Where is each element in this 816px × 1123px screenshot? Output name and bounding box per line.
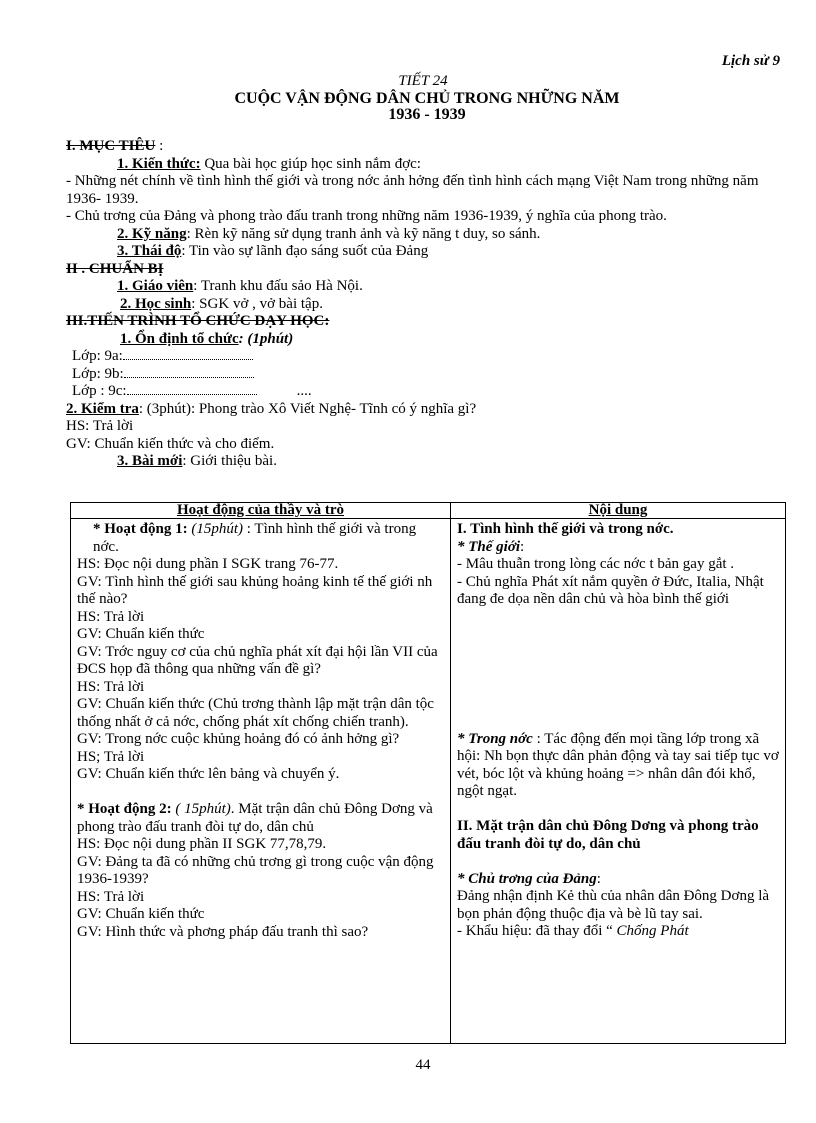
subject-header: Lịch sử 9 <box>721 53 780 69</box>
skill-line: 2. Kỹ năng: Rèn kỹ năng sử dụng tranh ảnh và kỹ năng t duy, so sánh. <box>117 225 541 242</box>
activity-line: HS; Trả lời <box>77 748 145 765</box>
activity-line: GV: Trớc nguy cơ của chủ nghĩa phát xít đại hội lần VII của ĐCS họp đã thông qua những vấn đề gì? <box>77 643 438 677</box>
gv-grade: GV: Chuẩn kiến thức và cho điểm. <box>66 435 275 452</box>
activity-line: GV: Chuẩn kiến thức <box>77 906 205 922</box>
skill-label: 2. Kỹ năng <box>117 225 187 242</box>
content-line: - Mâu thuẫn trong lòng các nớc t bản gay gắt . <box>457 556 735 572</box>
activity-line: GV: Trong nớc cuộc khủng hoảng đó có ảnh hởng gì? <box>77 731 400 747</box>
teacher-label: 1. Giáo viên <box>117 278 194 294</box>
activity-line: HS: Đọc nội dung phần I SGK trang 76-77. <box>77 556 339 572</box>
activity-line: HS: Trả lời <box>77 678 145 695</box>
step1-line: 1. Ổn định tổ chức: (1phút) <box>120 330 294 347</box>
column-header-activities: Hoạt động của thầy và trò <box>71 503 451 519</box>
activity2-heading: * Hoạt động 2: ( 15phút). Mặt trận dân chủ Đông Dơng và phong trào đấu tranh đòi tự do, dân chủ <box>77 801 433 835</box>
section-procedure <box>66 313 788 331</box>
activity-line: GV: Đảng ta đã có những chủ trơng gì trong cuộc vận động 1936-1939? <box>77 853 434 887</box>
step3-label: 3. Bài mới <box>117 453 183 469</box>
content-line: Đảng nhận định Kẻ thù của nhân dân Đông Dơng là bọn phản động thuộc địa và bè lũ tay sai. <box>457 888 770 922</box>
activity-line: GV: Chuẩn kiến thức (Chủ trơng thành lập mặt trận dân tộc thống nhất ở cả nớc, chống phát xít chống chiến tranh). <box>77 696 434 730</box>
activity1-heading: * Hoạt động 1: (15phút) : Tình hình thế giới và trong nớc. <box>93 521 417 555</box>
section-preparation <box>66 261 788 279</box>
content-line: - Khẩu hiệu: đã thay đổi “ Chống Phát <box>457 923 689 939</box>
hs-answer: HS: Trả lời <box>66 418 134 434</box>
step2-label: 2. Kiểm tra <box>66 400 139 417</box>
activity-line: GV: Hình thức và phơng pháp đấu tranh thì sao? <box>77 923 369 940</box>
step1-label: 1. Ổn định tổ chức <box>120 330 239 347</box>
home-line: * Trong nớc : Tác động đến mọi tầng lớp trong xã hội: Nh bọn thực dân phản động và tay sai tiếp tục vơ vét, bóc lột và khủng hoảng => nhân dân đói khổ, ngột ngạt. <box>457 730 779 799</box>
activity-table <box>70 502 786 1044</box>
section-heading: III.TIẾN TRÌNH TỔ CHỨC DẠY HỌC: <box>66 313 330 329</box>
content-cell <box>451 519 786 1044</box>
lesson-number: TIẾT 24 <box>398 73 448 89</box>
attitude-line: 3. Thái độ: Tin vào sự lãnh đạo sáng suốt của Đảng <box>117 243 429 259</box>
class-row: Lớp: 9b: <box>66 366 788 384</box>
class-row: Lớp : 9c: .... <box>72 383 312 399</box>
activities-cell <box>71 519 451 1044</box>
teacher-line: 1. Giáo viên: Tranh khu đấu sảo Hà Nội. <box>117 278 363 294</box>
page-number: 44 <box>415 1057 431 1073</box>
activity-line: GV: Tình hình thế giới sau khủng hoảng kinh tế thế giới nh thế nào? <box>77 573 433 607</box>
activity-line: GV: Chuẩn kiến thức lên bảng và chuyển ý. <box>77 766 340 782</box>
content-heading-1: I. Tình hình thế giới và trong nớc. <box>457 521 674 537</box>
page-title-years: 1936 - 1939 <box>388 106 466 123</box>
page-title: CUỘC VẬN ĐỘNG DÂN CHỦ TRONG NHỮNG NĂM <box>234 90 620 107</box>
activity-line: GV: Chuẩn kiến thức <box>77 626 205 642</box>
section-objectives: I. MỤC TIÊU : <box>66 138 164 154</box>
student-line: 2. Học sinh: SGK vở , vở bài tập. <box>120 295 323 312</box>
knowledge-line: 1. Kiến thức: Qua bài học giúp học sinh nắm đợc: <box>117 155 421 172</box>
knowledge-paragraph: - Chủ trơng của Đảng và phong trào đấu tranh trong những năm 1936-1939, ý nghĩa của phong trào. <box>66 208 667 224</box>
activity-line: HS: Trả lời <box>77 888 145 905</box>
lesson-body <box>66 138 788 471</box>
policy-label-line: * Chủ trơng của Đảng: <box>457 870 601 887</box>
knowledge-label: 1. Kiến thức: <box>117 155 201 172</box>
column-header-content: Nội dung <box>451 503 786 519</box>
step2-line: 2. Kiểm tra: (3phút): Phong trào Xô Viết Nghệ- Tĩnh có ý nghĩa gì? <box>66 400 477 417</box>
step3-line: 3. Bài mới: Giới thiệu bài. <box>117 453 277 469</box>
world-label-line: * Thế giới: <box>457 538 525 555</box>
content-line: - Chủ nghĩa Phát xít nắm quyền ở Đức, Italia, Nhật đang đe dọa nền dân chủ và hòa bình thế giới <box>457 573 764 607</box>
student-label: 2. Học sinh <box>120 295 192 312</box>
activity-line: HS: Đọc nội dung phần II SGK 77,78,79. <box>77 836 327 852</box>
section-heading: II . CHUẨN BỊ <box>66 260 164 277</box>
knowledge-paragraph: - Những nét chính về tình hình thế giới và trong nớc ảnh hởng đến tình hình cách mạng Việt Nam trong những năm 1936- 1939. <box>66 173 759 207</box>
attitude-label: 3. Thái độ <box>117 243 182 259</box>
content-heading-2: II. Mặt trận dân chủ Đông Dơng và phong trào đấu tranh đòi tự do, dân chủ <box>457 818 759 852</box>
section-heading: I. MỤC TIÊU <box>66 138 156 154</box>
class-row: Lớp: 9a: <box>66 348 788 366</box>
activity-line: HS: Trả lời <box>77 608 145 625</box>
